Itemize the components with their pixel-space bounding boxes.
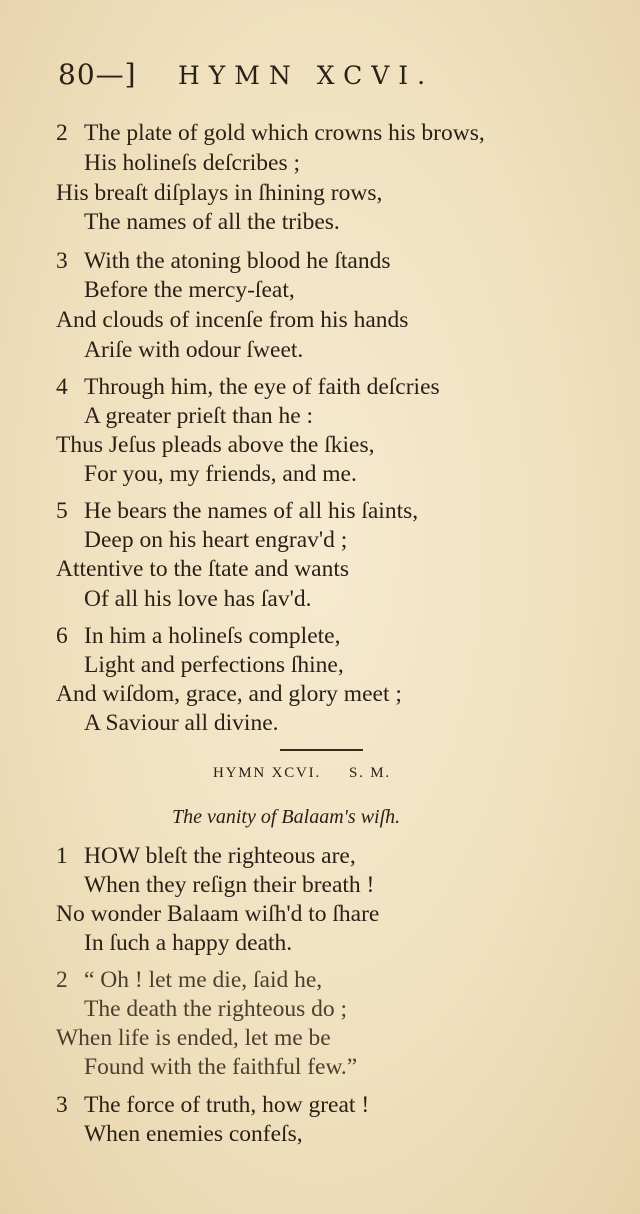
stanza-line: Found with the faithful few.” xyxy=(84,1054,358,1080)
stanza-line: His breaſt diſplays in ſhining rows, xyxy=(56,180,383,206)
hymn-meter: S. M. xyxy=(349,765,391,781)
stanza-number: 1 xyxy=(56,843,68,869)
stanza-line: Before the mercy-ſeat, xyxy=(84,277,295,303)
stanza-line: 5 He bears the names of all his ſaints, xyxy=(56,498,419,524)
page-header xyxy=(58,58,478,91)
hymn-title: HYMN XCVI. xyxy=(213,765,321,781)
stanza-line: No wonder Balaam wiſh'd to ſhare xyxy=(56,901,380,927)
stanza-number: 4 xyxy=(56,374,68,400)
stanza-line: When life is ended, let me be xyxy=(56,1025,331,1051)
stanza-number: 5 xyxy=(56,498,68,524)
stanza-line: When they reſign their breath ! xyxy=(84,872,375,898)
stanza-line: Of all his love has ſav'd. xyxy=(84,586,312,612)
section-divider xyxy=(280,749,363,751)
stanza-line: The names of all the tribes. xyxy=(84,209,340,235)
stanza-line: And clouds of incenſe from his hands xyxy=(56,307,409,333)
stanza-line: Attentive to the ſtate and wants xyxy=(56,556,350,582)
hymn-heading xyxy=(213,765,391,782)
stanza-line: 3 The force of truth, how great ! xyxy=(56,1092,370,1118)
stanza-line: Deep on his heart engrav'd ; xyxy=(84,527,348,553)
stanza-line: 6 In him a holineſs complete, xyxy=(56,623,341,649)
stanza-line: 2 The plate of gold which crowns his brows, xyxy=(56,120,485,146)
stanza-line: When enemies confeſs, xyxy=(84,1121,303,1147)
stanza-number: 2 xyxy=(56,120,68,146)
stanza-line: 4 Through him, the eye of faith deſcries xyxy=(56,374,440,400)
stanza-line: A Saviour all divine. xyxy=(84,710,279,736)
stanza-line: Thus Jeſus pleads above the ſkies, xyxy=(56,432,375,458)
stanza-number: 2 xyxy=(56,967,68,993)
stanza-line: 3 With the atoning blood he ſtands xyxy=(56,248,391,274)
stanza-line: The death the righteous do ; xyxy=(84,996,347,1022)
stanza-line: His holineſs deſcribes ; xyxy=(84,150,301,176)
running-title: HYMN XCVI. xyxy=(178,61,435,90)
hymn-subtitle: The vanity of Balaam's wiſh. xyxy=(172,806,401,828)
page-number: 80—] xyxy=(58,58,137,91)
stanza-line: A greater prieſt than he : xyxy=(84,403,314,429)
stanza-number: 6 xyxy=(56,623,68,649)
stanza-line: In ſuch a happy death. xyxy=(84,930,293,956)
stanza-line: 2 “ Oh ! let me die, ſaid he, xyxy=(56,967,323,993)
stanza-line: And wiſdom, grace, and glory meet ; xyxy=(56,681,402,707)
stanza-line: For you, my friends, and me. xyxy=(84,461,357,487)
stanza-number: 3 xyxy=(56,248,68,274)
stanza-line: 1 HOW bleſt the righteous are, xyxy=(56,843,356,869)
stanza-number: 3 xyxy=(56,1092,68,1118)
stanza-line: Ariſe with odour ſweet. xyxy=(84,337,304,363)
stanza-line: Light and perfections ſhine, xyxy=(84,652,344,678)
